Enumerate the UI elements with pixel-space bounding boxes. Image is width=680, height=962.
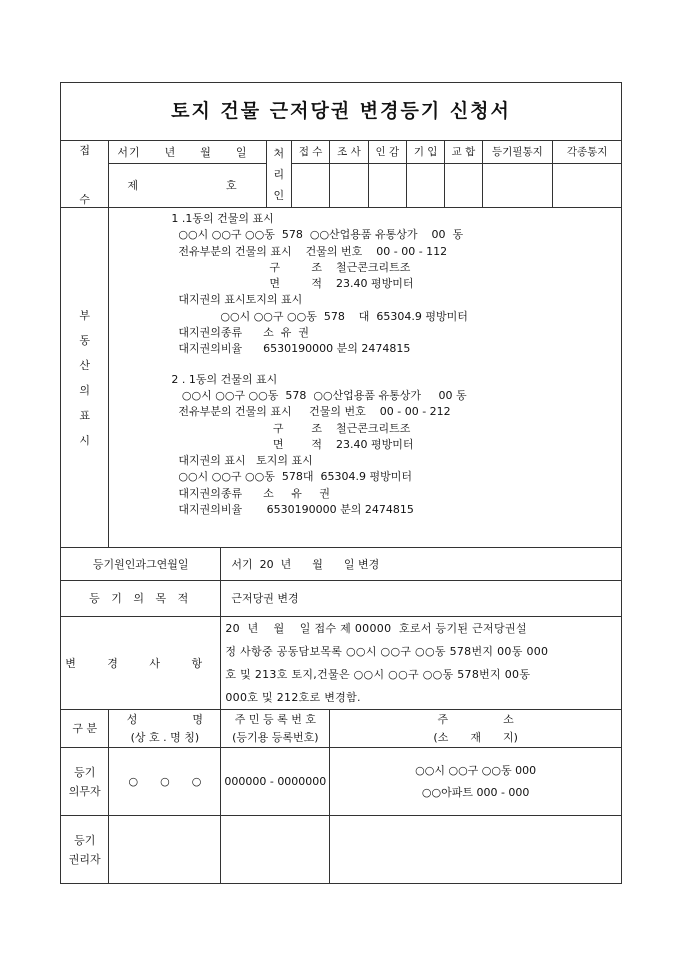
obligor-address xyxy=(330,748,622,816)
receipt-label xyxy=(61,141,109,208)
col-check: 교 합 xyxy=(445,141,482,164)
id-header-bottom: (등기용 등록번호) xyxy=(232,730,319,744)
property-label-char: 시 xyxy=(79,433,91,447)
receipt-label-top: 접 xyxy=(79,144,91,157)
party-id-header xyxy=(221,710,330,748)
holder-name xyxy=(109,816,221,884)
property-line: 대지권의 표시토지의 표시 xyxy=(171,293,303,307)
purpose-value: 근저당권 변경 xyxy=(221,581,622,617)
addr-header-top: 주 소 xyxy=(437,712,514,726)
form-table xyxy=(60,82,622,884)
property-line: ○○시 ○○구 ○○동 578 대 65304.9 평방미터 xyxy=(171,309,468,323)
property-line: 대지권의비율 6530190000 분의 2474815 xyxy=(171,342,411,356)
property-line: 전유부분의 건물의 표시 건물의 번호 00 - 00 - 212 xyxy=(171,405,451,419)
cell-receipt xyxy=(291,164,329,208)
page-title: 토지 건물 근저당권 변경등기 신청서 xyxy=(61,83,622,141)
property-line-blank xyxy=(171,358,621,372)
cause-label: 등기원인과그연월일 xyxy=(61,548,221,581)
property-line: 구 조 철근콘크리트조 xyxy=(171,421,411,435)
party-category-header: 구 분 xyxy=(61,710,109,748)
property-label-char: 의 xyxy=(79,383,91,397)
purpose-label: 등 기 의 목 적 xyxy=(61,581,221,617)
property-line: 대지권의종류 소 유 권 xyxy=(171,326,310,340)
obligor-address-line: ○○아파트 000 - 000 xyxy=(421,785,530,799)
receipt-number: 제 호 xyxy=(109,164,266,208)
cell-check xyxy=(445,164,482,208)
receipt-date: 서기 년 월 일 xyxy=(109,141,266,164)
property-line: ○○시 ○○구 ○○동 578 ○○산업용품 유통상가 00 동 xyxy=(171,228,464,242)
holder-label-line: 권리자 xyxy=(68,852,101,866)
col-receipt: 접 수 xyxy=(291,141,329,164)
property-line: 대지권의비율 6530190000 분의 2474815 xyxy=(171,503,414,517)
property-label-char: 부 xyxy=(79,308,91,322)
property-label-char: 동 xyxy=(79,333,91,347)
processor-char-2: 리 xyxy=(273,167,285,181)
holder-id xyxy=(221,816,330,884)
property-line: 2 . 1동의 건물의 표시 xyxy=(171,372,278,386)
cell-completion-notice xyxy=(482,164,553,208)
property-line: 전유부분의 건물의 표시 건물의 번호 00 - 00 - 112 xyxy=(171,244,448,258)
application-form xyxy=(60,82,622,872)
obligor-label xyxy=(61,748,109,816)
col-entry: 기 입 xyxy=(406,141,444,164)
property-label-char: 표 xyxy=(79,408,91,422)
id-header-top: 주 민 등 록 번 호 xyxy=(234,712,316,726)
party-address-header xyxy=(330,710,622,748)
cell-inspection xyxy=(330,164,368,208)
property-line: 면 적 23.40 평방미터 xyxy=(171,277,414,291)
processor-label xyxy=(266,141,291,208)
name-header-bottom: (상 호 . 명 칭) xyxy=(130,730,200,744)
cell-seal xyxy=(368,164,406,208)
party-name-header xyxy=(109,710,221,748)
col-inspection: 조 사 xyxy=(330,141,368,164)
property-line: ○○시 ○○구 ○○동 578대 65304.9 평방미터 xyxy=(171,470,412,484)
cause-value: 서기 20 년 월 일 변경 xyxy=(221,548,622,581)
obligor-label-line: 의무자 xyxy=(68,784,101,798)
change-line: 20 년 월 일 접수 제 00000 호로서 등기된 근저당권설 xyxy=(225,622,527,635)
change-line: 호 및 213호 토지,건물은 ○○시 ○○구 ○○동 578번지 00동 xyxy=(225,668,531,681)
obligor-name: ○ ○ ○ xyxy=(109,748,221,816)
obligor-label-line: 등기 xyxy=(74,765,96,779)
receipt-label-bottom: 수 xyxy=(79,193,91,206)
name-header-top: 성 명 xyxy=(126,712,204,726)
processor-char-3: 인 xyxy=(273,188,285,202)
property-label xyxy=(61,208,109,548)
holder-label xyxy=(61,816,109,884)
property-description xyxy=(109,208,622,548)
obligor-address-line: ○○시 ○○구 ○○동 000 xyxy=(415,763,537,777)
change-line: 정 사항중 공동담보목록 ○○시 ○○구 ○○동 578번지 00동 000 xyxy=(225,645,549,658)
property-line: 1 .1동의 건물의 표시 xyxy=(171,212,274,225)
property-label-char: 산 xyxy=(79,358,91,372)
property-line: 면 적 23.40 평방미터 xyxy=(171,437,414,451)
cell-entry xyxy=(406,164,444,208)
change-description xyxy=(221,617,622,710)
col-completion-notice: 등기필통지 xyxy=(482,141,553,164)
property-line: 대지권의종류 소 유 권 xyxy=(171,486,330,500)
addr-header-bottom: (소 재 지) xyxy=(433,730,518,744)
col-seal: 인 감 xyxy=(368,141,406,164)
holder-address xyxy=(330,816,622,884)
property-line: 구 조 철근콘크리트조 xyxy=(171,260,411,274)
obligor-id: 000000 - 0000000 xyxy=(221,748,330,816)
change-label: 변 경 사 항 xyxy=(61,617,221,710)
processor-char-1: 처 xyxy=(273,146,285,160)
holder-label-line: 등기 xyxy=(74,833,96,847)
property-line: 대지권의 표시 토지의 표시 xyxy=(171,454,313,468)
change-line: 000호 및 212호로 변경함. xyxy=(225,691,361,704)
col-various-notice: 각종통지 xyxy=(553,141,622,164)
cell-various-notice xyxy=(553,164,622,208)
property-line: ○○시 ○○구 ○○동 578 ○○산업용품 유통상가 00 동 xyxy=(171,388,467,402)
